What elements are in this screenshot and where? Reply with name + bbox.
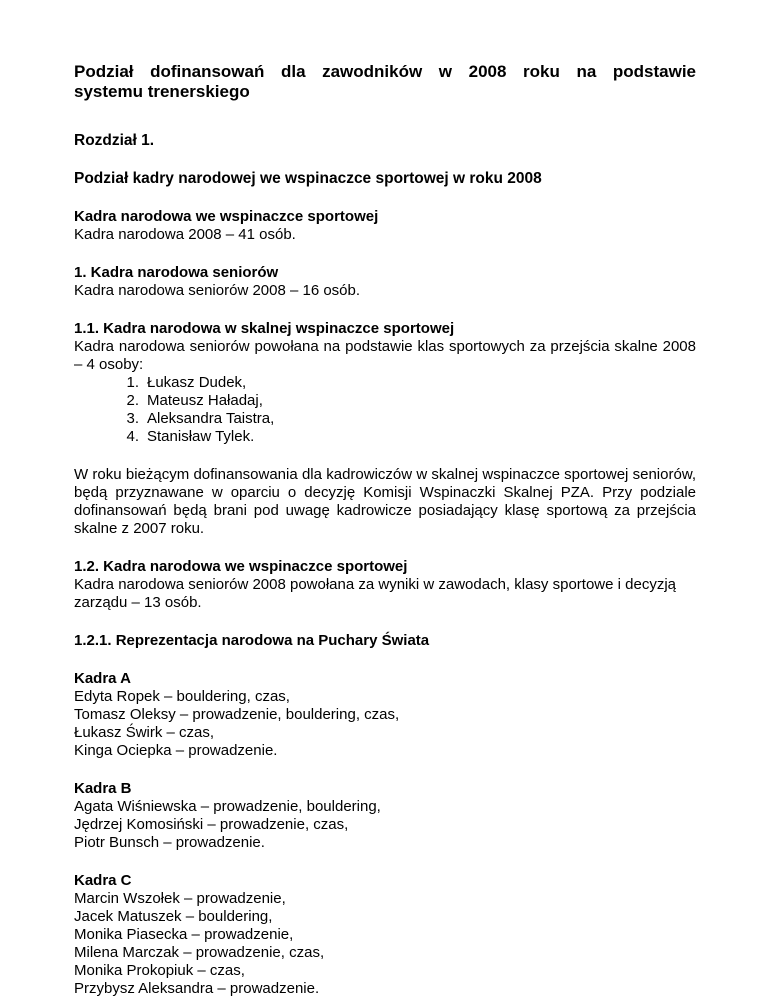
skalna-block xyxy=(74,320,696,446)
sportowa-heading: 1.2. Kadra narodowa we wspinaczce sportowej xyxy=(74,558,408,575)
puchary-heading: 1.2.1. Reprezentacja narodowa na Puchary Świata xyxy=(74,632,430,649)
list-item: Marcin Wszołek – prowadzenie, xyxy=(74,890,286,907)
document-title xyxy=(74,62,696,102)
kadra-c-heading: Kadra C xyxy=(74,872,132,889)
skalna-text: Kadra narodowa seniorów powołana na podstawie klas sportowych za przejścia skalne 2008 – 4 osoby: xyxy=(74,338,696,373)
kadra-text: Kadra narodowa 2008 – 41 osób. xyxy=(74,226,296,243)
list-item: Milena Marczak – prowadzenie, czas, xyxy=(74,944,325,961)
kadra-c-block xyxy=(74,872,696,998)
kadra-heading: Kadra narodowa we wspinaczce sportowej xyxy=(74,208,379,225)
kadra-block xyxy=(74,208,696,244)
list-item: Przybysz Aleksandra – prowadzenie. xyxy=(74,980,320,997)
title-line-2: systemu trenerskiego xyxy=(74,82,250,101)
chapter-heading: Rozdział 1. xyxy=(74,132,155,149)
kadra-a-heading: Kadra A xyxy=(74,670,131,687)
list-item: 3. Aleksandra Taistra, xyxy=(126,410,275,427)
list-item: Agata Wiśniewska – prowadzenie, bouldering, xyxy=(74,798,381,815)
list-item: 2. Mateusz Haładaj, xyxy=(126,392,263,409)
skalna-heading: 1.1. Kadra narodowa w skalnej wspinaczce sportowej xyxy=(74,320,455,337)
puchary-block xyxy=(74,632,696,650)
sportowa-block xyxy=(74,558,696,612)
list-item: Tomasz Oleksy – prowadzenie, bouldering, czas, xyxy=(74,706,400,723)
list-item: 1. Łukasz Dudek, xyxy=(126,374,247,391)
section-title: Podział kadry narodowej we wspinaczce sportowej w roku 2008 xyxy=(74,170,542,187)
kadra-b-block xyxy=(74,780,696,852)
list-item: Piotr Bunsch – prowadzenie. xyxy=(74,834,265,851)
seniorzy-block xyxy=(74,264,696,300)
document-page xyxy=(74,62,696,998)
sportowa-text: Kadra narodowa seniorów 2008 powołana za wyniki w zawodach, klasy sportowe i decyzją zarządu – 13 osób. xyxy=(74,576,676,611)
skalna-paragraph: W roku bieżącym dofinansowania dla kadrowiczów w skalnej wspinaczce sportowej seniorów, będą przyznawane w oparciu o decyzję Komisji Wspinaczki Skalnej PZA. Przy podziale dofinansowań będą brani pod uwagę kadrowicze posiadający klasę sportową za przejścia skalne z 2007 roku. xyxy=(74,466,696,537)
skalna-paragraph-block xyxy=(74,466,696,538)
list-item: Jędrzej Komosiński – prowadzenie, czas, xyxy=(74,816,349,833)
kadra-a-block xyxy=(74,670,696,760)
skalna-members-list xyxy=(74,374,696,446)
list-item: Jacek Matuszek – bouldering, xyxy=(74,908,273,925)
list-item: Monika Prokopiuk – czas, xyxy=(74,962,245,979)
list-item: Łukasz Świrk – czas, xyxy=(74,724,215,741)
list-item: 4. Stanisław Tylek. xyxy=(126,428,255,445)
list-item: Monika Piasecka – prowadzenie, xyxy=(74,926,294,943)
seniorzy-heading: 1. Kadra narodowa seniorów xyxy=(74,264,279,281)
list-item: Edyta Ropek – bouldering, czas, xyxy=(74,688,290,705)
kadra-b-heading: Kadra B xyxy=(74,780,132,797)
seniorzy-text: Kadra narodowa seniorów 2008 – 16 osób. xyxy=(74,282,361,299)
title-line-1: Podział dofinansowań dla zawodników w 2008 roku na podstawie xyxy=(74,62,696,81)
list-item: Kinga Ociepka – prowadzenie. xyxy=(74,742,278,759)
